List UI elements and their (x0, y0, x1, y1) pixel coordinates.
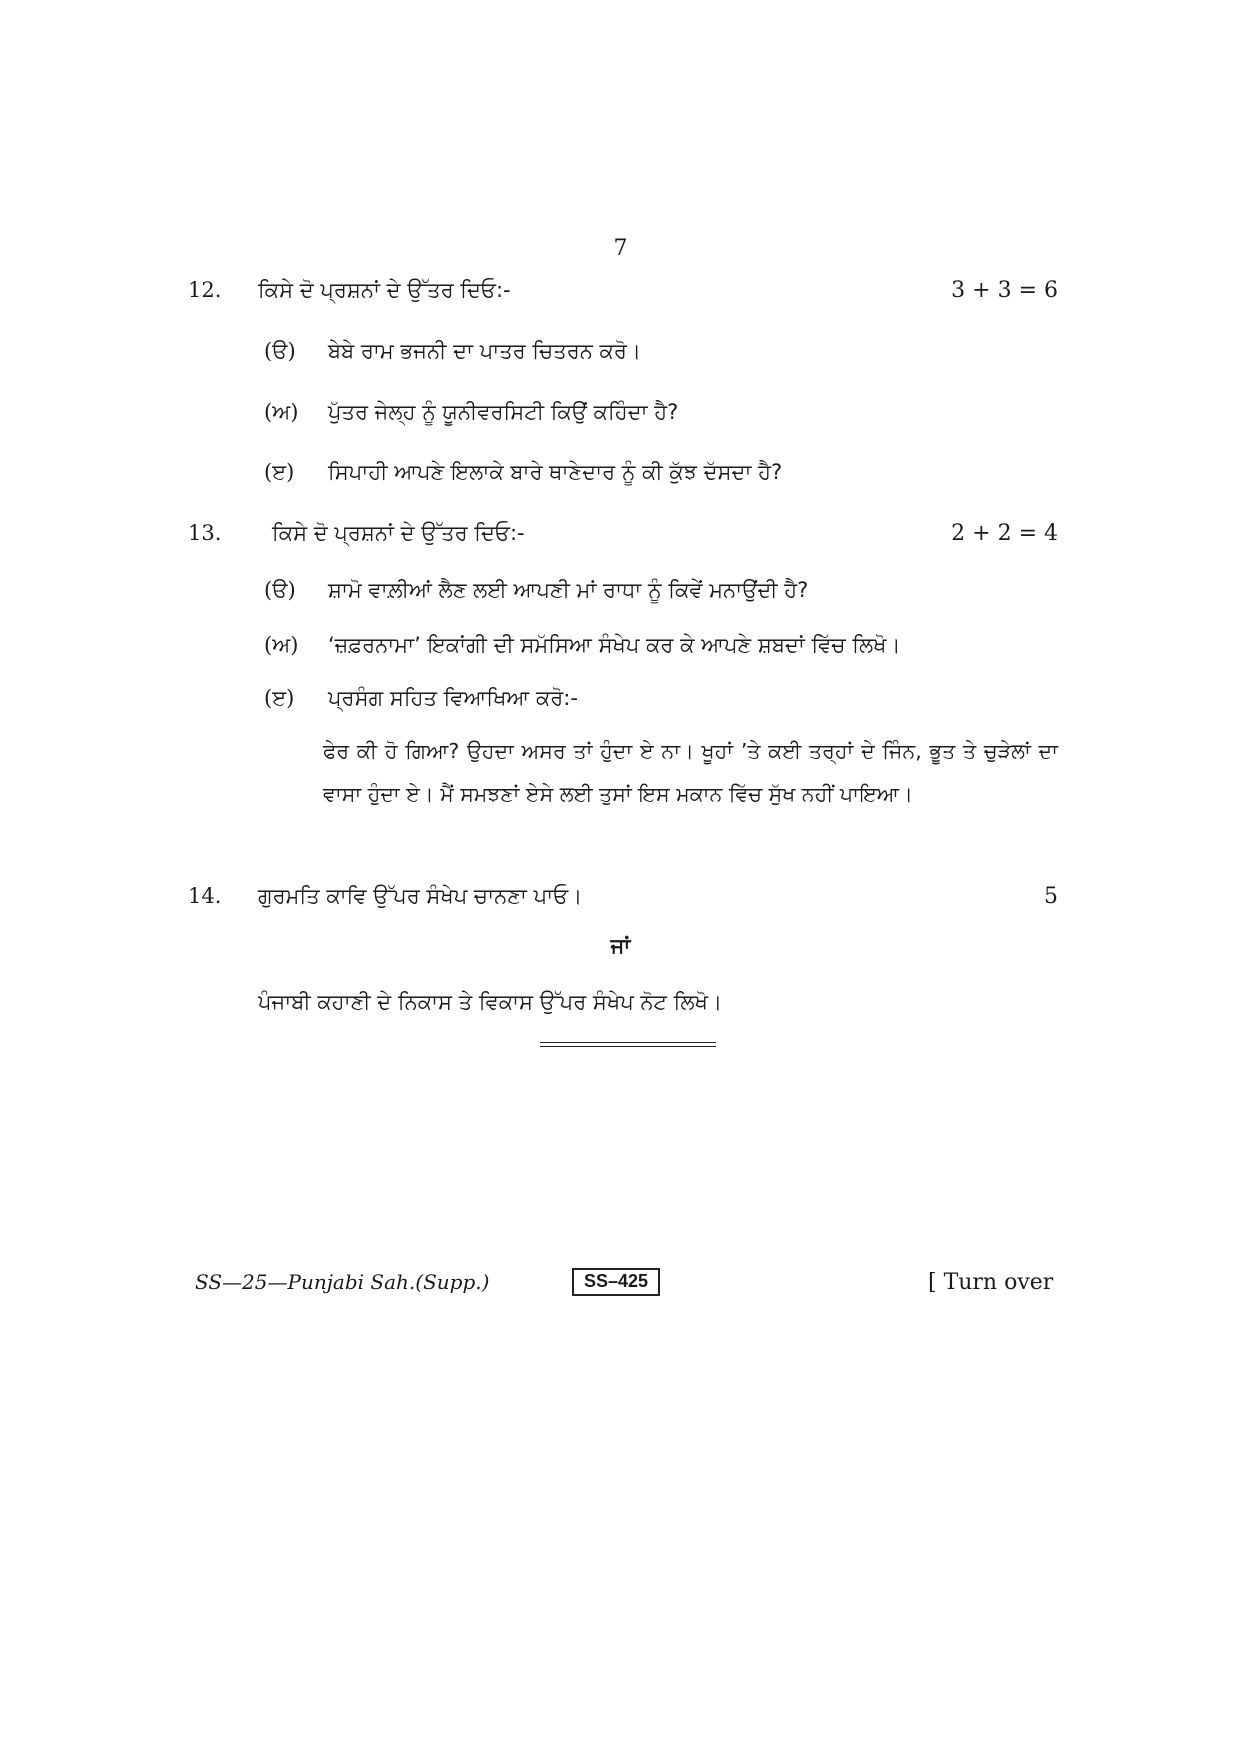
question-14-prompt: ਗੁਰਮਤਿ ਕਾਵਿ ਉੱਪਰ ਸੰਖੇਪ ਚਾਨਣਾ ਪਾਓ। (258, 884, 583, 908)
question-13-marks: 2 + 2 = 4 (951, 521, 1058, 546)
question-14-alternative: ਪੰਜਾਬੀ ਕਹਾਣੀ ਦੇ ਨਿਕਾਸ ਤੇ ਵਿਕਾਸ ਉੱਪਰ ਸੰਖੇਪ ਨੋਟ ਲਿਖੋ। (258, 990, 723, 1014)
or-separator: ਜਾਂ (610, 934, 631, 958)
page-number: 7 (613, 236, 628, 261)
question-12-part-c-text: ਸਿਪਾਹੀ ਆਪਣੇ ਇਲਾਕੇ ਬਾਰੇ ਥਾਣੇਦਾਰ ਨੂੰ ਕੀ ਕੁੱਝ ਦੱਸਦਾ ਹੈ? (328, 460, 783, 484)
question-12-part-c-label: (ੲ) (264, 460, 295, 484)
question-12-part-a-text: ਬੇਬੇ ਰਾਮ ਭਜਨੀ ਦਾ ਪਾਤਰ ਚਿਤਰਨ ਕਰੋ। (328, 339, 642, 363)
question-13-part-c-text: ਪ੍ਰਸੰਗ ਸਹਿਤ ਵਿਆਖਿਆ ਕਰੋ:- (328, 686, 578, 710)
question-13-prompt: ਕਿਸੇ ਦੋ ਪ੍ਰਸ਼ਨਾਂ ਦੇ ਉੱਤਰ ਦਿਓ:- (272, 521, 525, 545)
question-12-part-b-label: (ਅ) (264, 400, 299, 424)
question-13-number: 13. (188, 521, 222, 545)
question-14-marks: 5 (1044, 884, 1058, 909)
question-12-part-b-text: ਪੁੱਤਰ ਜੇਲ੍ਹ ਨੂੰ ਯੂਨੀਵਰਸਿਟੀ ਕਿਉਂ ਕਹਿੰਦਾ ਹੈ? (328, 400, 679, 424)
question-12-part-a-label: (ੳ) (264, 339, 296, 363)
question-13-part-b-label: (ਅ) (264, 633, 299, 657)
question-12-marks: 3 + 3 = 6 (951, 278, 1058, 303)
question-12-number: 12. (188, 278, 222, 302)
footer-turn-over: [ Turn over (928, 1270, 1054, 1295)
question-13-part-b-text: ‘ਜ਼ਫ਼ਰਨਾਮਾ’ ਇਕਾਂਗੀ ਦੀ ਸਮੱਸਿਆ ਸੰਖੇਪ ਕਰ ਕੇ ਆਪਣੇ ਸ਼ਬਦਾਂ ਵਿੱਚ ਲਿਖੋ। (328, 633, 901, 657)
question-13-passage: ਫੇਰ ਕੀ ਹੋ ਗਿਆ? ਉਹਦਾ ਅਸਰ ਤਾਂ ਹੁੰਦਾ ਏ ਨਾ। ਖੂਹਾਂ ’ਤੇ ਕਈ ਤਰ੍ਹਾਂ ਦੇ ਜਿੰਨ, ਭੂਤ ਤੇ ਚੁੜੇਲਾਂ ਦਾ ਵਾਸਾ ਹੁੰਦਾ ਏ। ਮੈਂ ਸਮਝਣਾਂ ਏਸੇ ਲਈ ਤੁਸਾਂ ਇਸ ਮਕਾਨ ਵਿੱਚ ਸੁੱਖ ਨਹੀਂ ਪਾਇਆ। (323, 739, 1058, 806)
question-14-number: 14. (188, 884, 222, 908)
question-13-part-a-label: (ੳ) (264, 578, 296, 602)
end-double-rule (540, 1042, 716, 1047)
footer-paper-title: SS—25—Punjabi Sah.(Supp.) (195, 1270, 490, 1294)
question-12-prompt: ਕਿਸੇ ਦੋ ਪ੍ਰਸ਼ਨਾਂ ਦੇ ਉੱਤਰ ਦਿਓ:- (258, 278, 511, 302)
question-13-part-c-label: (ੲ) (264, 686, 295, 710)
question-13-part-a-text: ਸ਼ਾਮੋ ਵਾਲ਼ੀਆਂ ਲੈਣ ਲਈ ਆਪਣੀ ਮਾਂ ਰਾਧਾ ਨੂੰ ਕਿਵੇਂ ਮਨਾਉਂਦੀ ਹੈ? (328, 578, 809, 602)
footer-paper-code: SS–425 (572, 1268, 660, 1296)
